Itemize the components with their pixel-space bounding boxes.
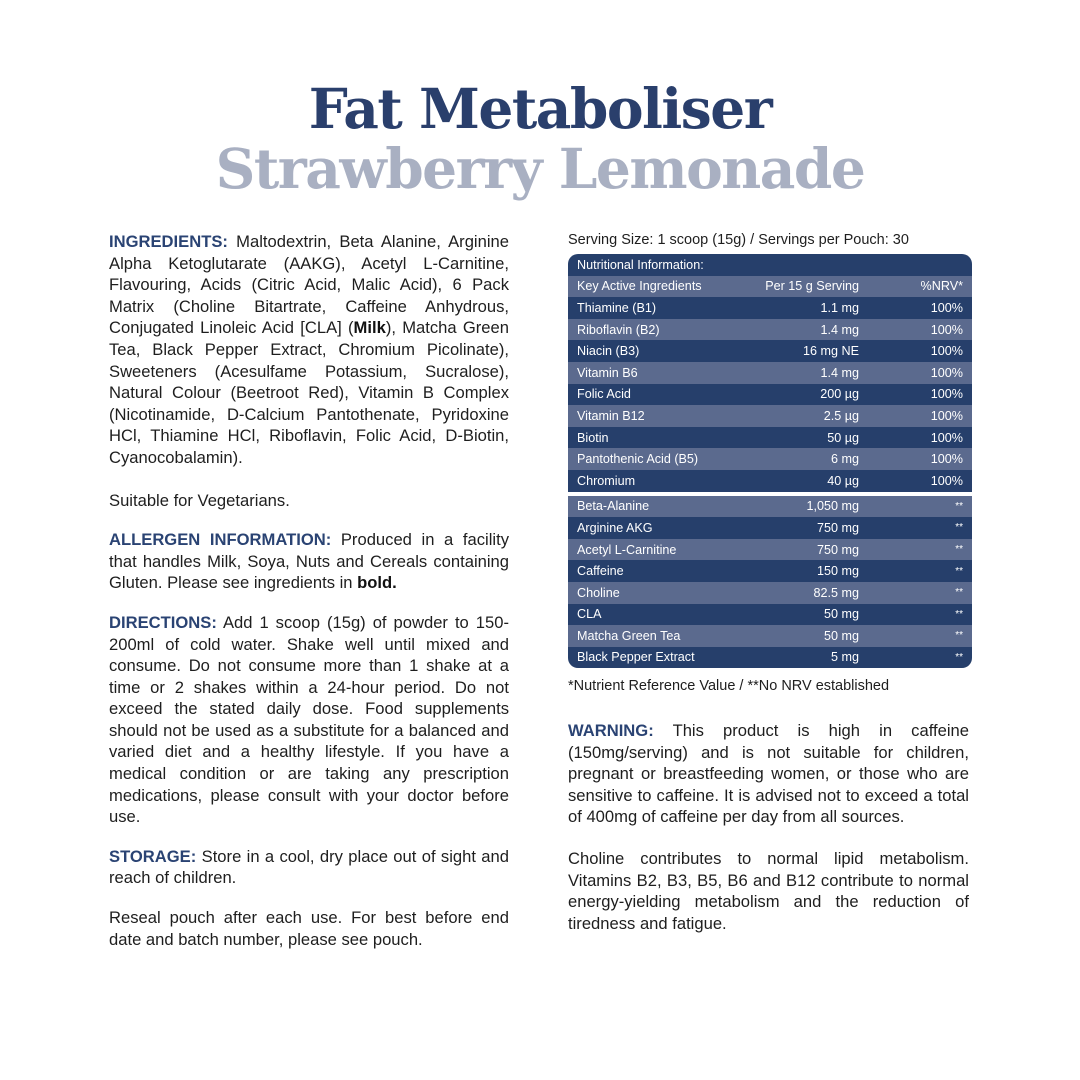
ingredient-name: Biotin [577,430,609,445]
ingredient-nrv: 100% [930,452,963,467]
product-title: Fat Metaboliser [308,76,772,141]
storage-section [109,846,509,889]
ingredient-amount: 2.5 µg [823,408,859,423]
serving-size: Serving Size: 1 scoop (15g) / Servings per Pouch: 30 [568,232,909,248]
table-row [568,560,972,582]
ingredient-name: Vitamin B6 [577,365,638,380]
nutrition-table [568,254,972,668]
warning-label: WARNING: [568,721,654,740]
directions-text: Add 1 scoop (15g) of powder to 150-200ml of cold water. Shake well until mixed and consume. Do not consume more than 1 shake at a time or 2 shakes within a 24-hour period. Do not exceed the stated daily dose. Food supplements should not be used as a substitute for a balanced and varied diet and a healthy lifestyle. If you have a medical condition or are taking any prescription medications, please consult with your doctor before use. [109,612,509,827]
ingredient-amount: 1.4 mg [820,365,859,380]
ingredient-nrv: 100% [930,344,963,359]
ingredient-amount: 82.5 mg [813,585,859,600]
table-row [568,496,972,518]
table-row [568,448,972,470]
table-row [568,340,972,362]
ingredient-amount: 50 mg [823,607,859,622]
header-serving: Per 15 g Serving [765,279,859,294]
allergen-bold: bold. [357,573,397,593]
ingredient-name: Folic Acid [577,387,631,402]
ingredient-name: Niacin (B3) [577,344,640,359]
ingredient-nrv: ** [955,587,963,599]
left-column [109,231,509,964]
allergen-text: Produced in a facility that handles Milk, Soya, Nuts and Cereals containing Gluten. Please see ingredients in [109,530,509,593]
ingredient-amount: 50 mg [823,628,859,643]
ingredient-amount: 40 µg [827,473,859,488]
table-title-row [568,254,972,276]
table-row [568,647,972,669]
allergen-section [109,529,509,594]
ingredient-amount: 200 µg [820,387,859,402]
ingredient-nrv: 100% [930,300,963,315]
ingredient-amount: 6 mg [831,452,859,467]
ingredient-name: Pantothenic Acid (B5) [577,452,699,467]
ingredients-allergen-bold: Milk [353,318,386,338]
table-row [568,427,972,449]
table-row [568,362,972,384]
ingredients-section [109,231,509,469]
ingredient-nrv: 100% [930,473,963,488]
table-row [568,384,972,406]
table-row [568,405,972,427]
allergen-label: ALLERGEN INFORMATION: [109,530,332,550]
ingredient-nrv: 100% [930,365,963,380]
ingredient-name: Riboflavin (B2) [577,322,660,337]
ingredient-amount: 1.1 mg [820,300,859,315]
ingredient-name: Matcha Green Tea [577,628,681,643]
ingredient-name: Chromium [577,473,636,488]
nrv-footnote: *Nutrient Reference Value / **No NRV established [568,678,890,694]
ingredient-nrv: 100% [930,408,963,423]
ingredient-nrv: ** [955,565,963,577]
ingredient-nrv: ** [955,522,963,534]
flavour-subtitle: Strawberry Lemonade [215,136,865,201]
ingredient-amount: 50 µg [827,430,859,445]
warning-section [568,720,969,828]
right-column-text [568,720,969,948]
storage-text: Store in a cool, dry place out of sight and reach of children. [109,846,509,888]
ingredient-nrv: ** [955,544,963,556]
ingredient-name: Acetyl L-Carnitine [577,542,677,557]
ingredient-name: Black Pepper Extract [577,650,695,665]
health-claims: Choline contributes to normal lipid metabolism. Vitamins B2, B3, B5, B6 and B12 contribute to normal energy-yielding metabolism and the reduction of tiredness and fatigue. [568,848,969,933]
table-row [568,604,972,626]
table-row [568,539,972,561]
table-row [568,517,972,539]
ingredient-name: Caffeine [577,564,624,579]
warning-text: This product is high in caffeine (150mg/serving) and is not suitable for children, pregnant or breastfeeding women, or those who are sensitive to caffeine. It is advised not to exceed a total of 400mg of caffeine per day from all sources. [568,721,969,827]
ingredient-nrv: 100% [930,322,963,337]
ingredient-nrv: ** [955,608,963,620]
ingredient-amount: 150 mg [816,564,859,579]
table-header-row [568,276,972,298]
ingredient-name: Arginine AKG [577,520,653,535]
ingredient-name: CLA [577,607,602,622]
table-row [568,319,972,341]
ingredient-nrv: ** [955,651,963,663]
ingredient-amount: 750 mg [816,542,859,557]
ingredient-amount: 1.4 mg [820,322,859,337]
ingredients-label: INGREDIENTS: [109,232,228,251]
ingredient-amount: 1,050 mg [806,499,859,514]
table-row [568,625,972,647]
ingredient-amount: 750 mg [816,520,859,535]
table-row [568,470,972,492]
ingredient-nrv: ** [955,500,963,512]
vegetarian-note: Suitable for Vegetarians. [109,490,290,510]
storage-label: STORAGE: [109,846,197,866]
directions-section [109,612,509,828]
header-nrv: %NRV* [920,279,963,294]
table-title: Nutritional Information: [577,257,704,272]
ingredient-name: Thiamine (B1) [577,300,657,315]
reseal-note: Reseal pouch after each use. For best before end date and batch number, please see pouch. [109,908,509,949]
table-row [568,297,972,319]
ingredient-name: Beta-Alanine [577,499,650,514]
ingredient-nrv: ** [955,630,963,642]
directions-label: DIRECTIONS: [109,612,217,632]
ingredient-name: Choline [577,585,620,600]
ingredients-text-2: ), Matcha Green Tea, Black Pepper Extract, Chromium Picolinate), Sweeteners (Acesulfame Potassium, Sucralose), Natural Colour (Beetroot Red), Vitamin B Complex (Nicotinamide, D-Calcium Pantothenate, Pyridoxine HCl, Thiamine HCl, Riboflavin, Folic Acid, D-Biotin, Cyanocobalamin). [109,318,509,467]
header-ingredient: Key Active Ingredients [577,279,702,294]
ingredient-nrv: 100% [930,387,963,402]
ingredient-amount: 16 mg NE [803,344,859,359]
ingredients-text-1: Maltodextrin, Beta Alanine, Arginine Alpha Ketoglutarate (AAKG), Acetyl L-Carnitine, Flavouring, Acids (Citric Acid, Malic Acid), 6 Pack Matrix (Choline Bitartrate, Caffeine Anhydrous, Conjugated Linoleic Acid [CLA] ( [109,232,509,338]
ingredient-nrv: 100% [930,430,963,445]
table-row [568,582,972,604]
ingredient-name: Vitamin B12 [577,408,645,423]
ingredient-amount: 5 mg [831,650,859,665]
